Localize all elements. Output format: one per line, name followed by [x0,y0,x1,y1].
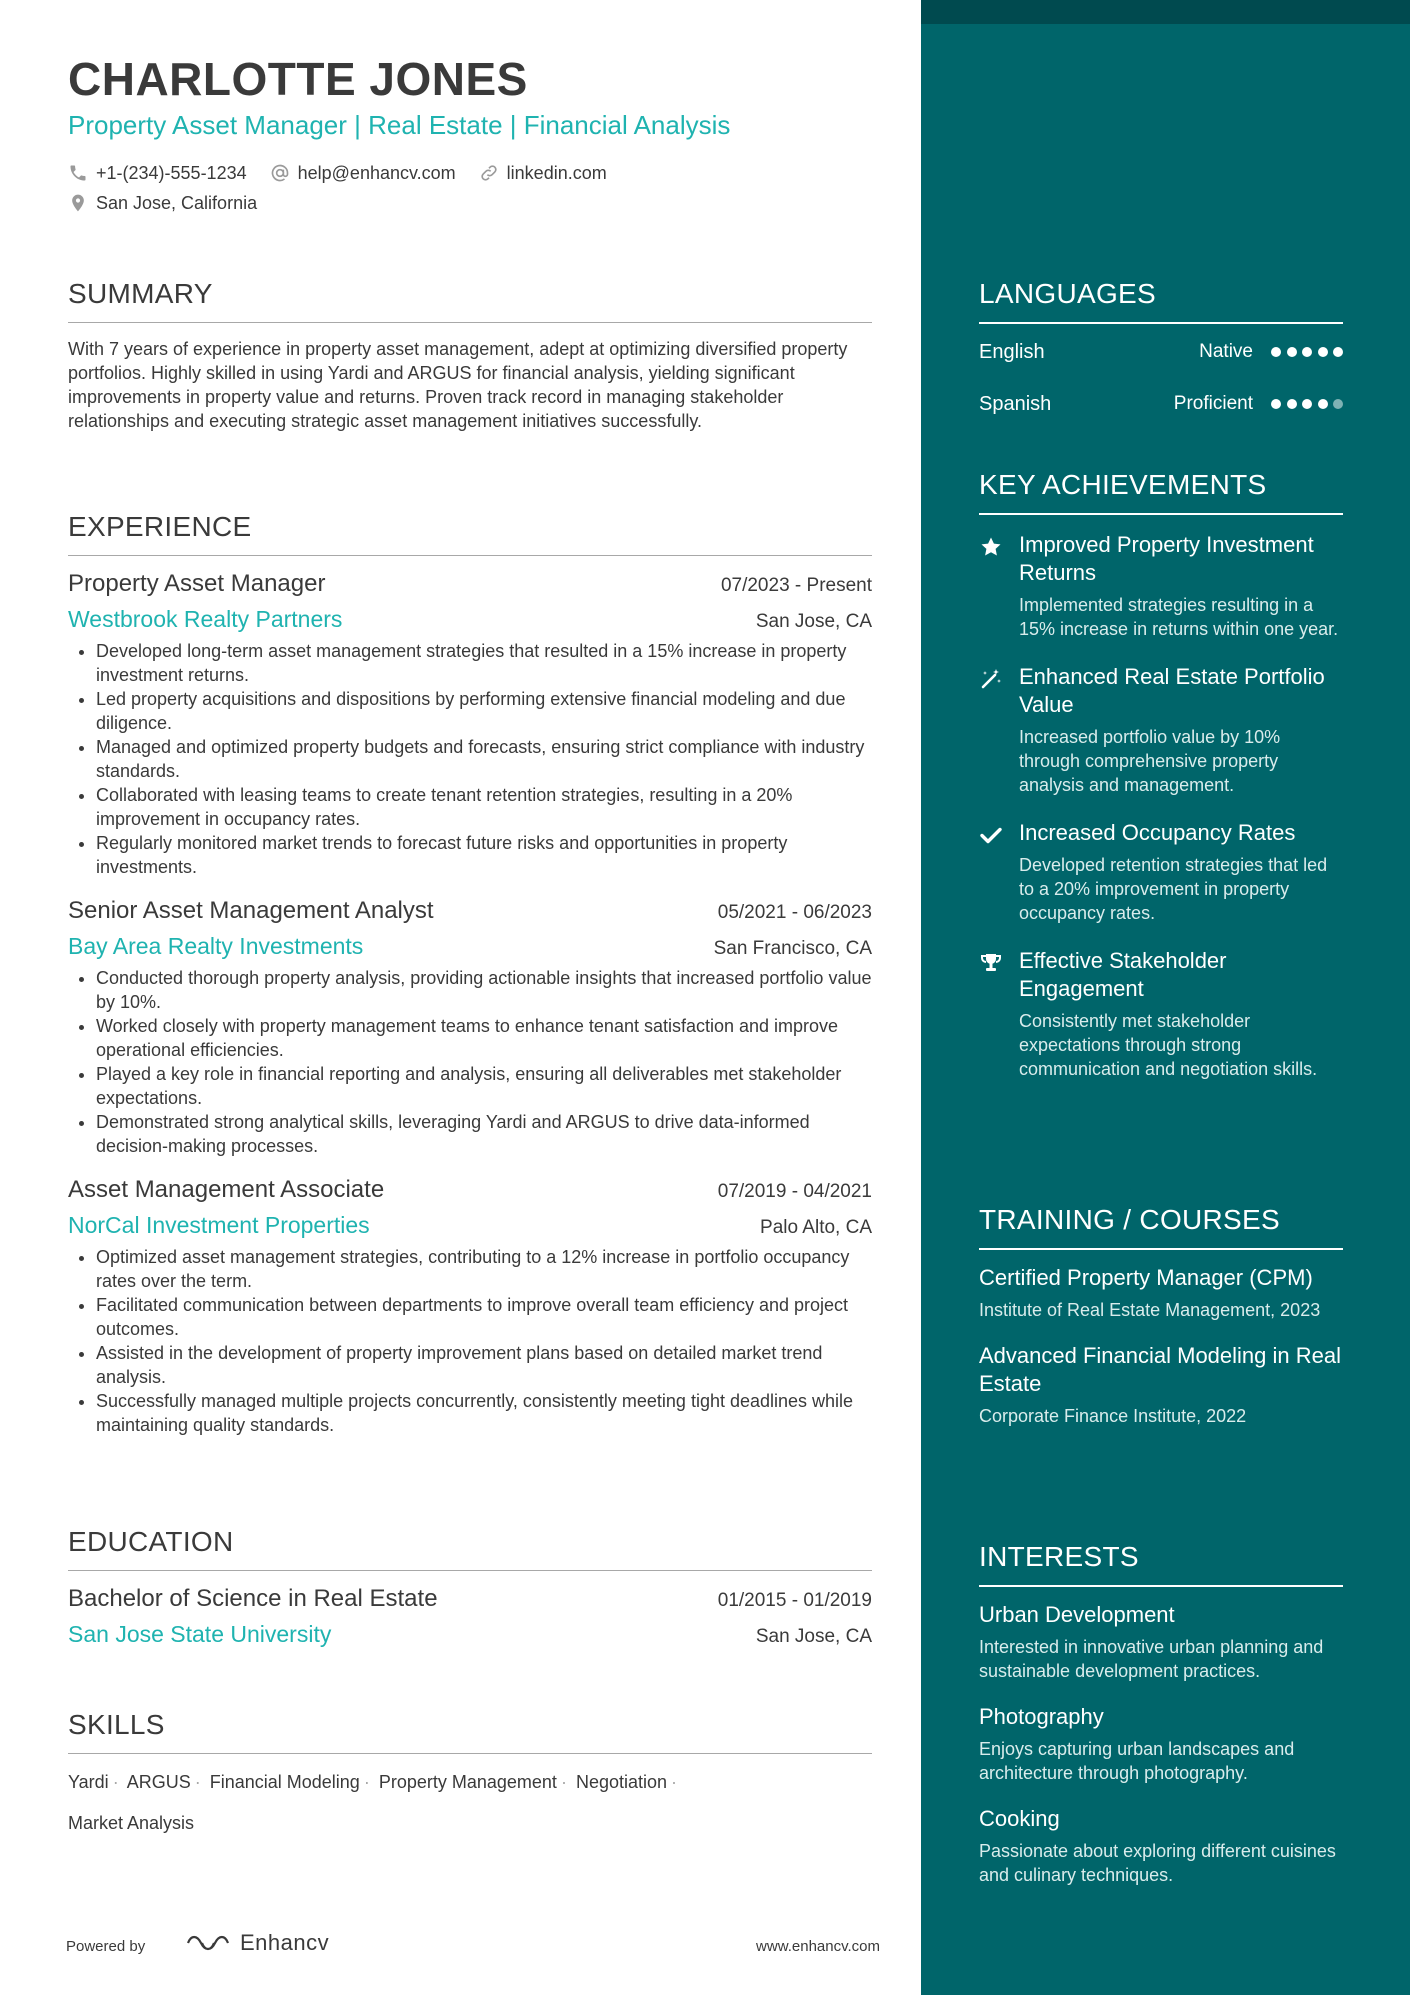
interest-desc: Interested in innovative urban planning and sustainable development practices. [979,1637,1324,1681]
bullet-item: • Facilitated communication between departments to improve overall team efficiency and project outcomes. [96,1293,872,1341]
footer [66,1930,880,1960]
job-bullets [68,966,872,1158]
magic-wand-icon [979,663,1007,797]
skill-item: Financial Modeling [209,1772,360,1792]
bullet-item: • Worked closely with property management teams to enhance tenant satisfaction and improve operational efficiencies. [96,1014,872,1062]
language-name: English [979,340,1045,363]
interest-item [979,1601,1343,1683]
skills-list: Yardi · ARGUS · Financial Modeling · Property Management · Negotiation · Market Analysis [68,1772,678,1833]
checkmark-icon [979,819,1007,925]
summary-section [68,278,872,433]
course-desc: Institute of Real Estate Management, 2023 [979,1300,1321,1320]
candidate-headline: Property Asset Manager | Real Estate | Financial Analysis [68,110,731,140]
job-title: Asset Management Associate [68,1176,385,1203]
skill-item: Negotiation [575,1772,668,1792]
bullet-item: • Led property acquisitions and dispositions by performing extensive financial modeling and due diligence. [96,687,872,735]
achievement-item [979,531,1343,641]
enhancv-logo-text: Enhancv [240,1930,330,1955]
achievement-item [979,947,1343,1081]
language-rating [1271,399,1343,409]
website-text: linkedin.com [506,162,607,183]
job-location: San Francisco, CA [713,938,872,959]
skill-item: Property Management [378,1772,557,1792]
interest-title: Cooking [979,1806,1060,1831]
language-name: Spanish [979,392,1052,415]
at-sign-icon [270,163,290,183]
job-entry [68,897,872,1158]
achievement-desc: Increased portfolio value by 10% through comprehensive property analysis and management. [1019,727,1281,795]
languages-title: LANGUAGES [979,278,1343,324]
course-title: Advanced Financial Modeling in Real Estate [979,1343,1341,1396]
bullet-item: • Demonstrated strong analytical skills, leveraging Yardi and ARGUS to drive data-informed decision-making processes. [96,1110,872,1158]
education-section [68,1526,872,1648]
rating-dot [1318,347,1328,357]
job-location: San Jose, CA [755,611,872,632]
footer-site[interactable]: www.enhancv.com [756,1938,880,1955]
training-section [979,1204,1343,1428]
bullet-item: • Optimized asset management strategies, contributing to a 12% increase in portfolio occupancy rates over the term. [96,1245,872,1293]
rating-dot [1271,347,1281,357]
skills-section [68,1709,872,1844]
course-item [979,1342,1343,1428]
achievement-desc: Implemented strategies resulting in a 15% increase in returns within one year. [1019,595,1339,639]
languages-section [979,278,1343,417]
achievements-title: KEY ACHIEVEMENTS [979,469,1343,515]
star-icon [979,531,1007,641]
rating-dot [1333,347,1343,357]
sidebar [921,0,1410,1995]
contact-website[interactable] [479,160,607,186]
interest-desc: Passionate about exploring different cuisines and culinary techniques. [979,1841,1336,1885]
course-title: Certified Property Manager (CPM) [979,1265,1313,1290]
interests-section [979,1541,1343,1887]
phone-icon [68,163,88,183]
job-bullets [68,639,872,879]
skill-item: Yardi [68,1772,109,1792]
job-title: Senior Asset Management Analyst [68,897,434,924]
degree-title: Bachelor of Science in Real Estate [68,1585,438,1612]
job-entry [68,570,872,879]
job-dates: 07/2019 - 04/2021 [717,1181,872,1202]
job-dates: 05/2021 - 06/2023 [717,902,872,923]
achievement-title: Increased Occupancy Rates [1019,820,1296,845]
interest-desc: Enjoys capturing urban landscapes and architecture through photography. [979,1739,1295,1783]
experience-section [68,511,872,1437]
achievements-section [979,469,1343,1081]
summary-text: With 7 years of experience in property asset management, adept at optimizing diversified property portfolios. Highly skilled in using Yardi and ARGUS for financial analysis, yielding significant improvements in property value and returns. Proven track record in managing stakeholder relationships and executing strategic asset management initiatives successfully. [68,339,848,431]
rating-dot [1271,399,1281,409]
language-level: Proficient [1173,393,1253,414]
sidebar-top-band [921,0,1410,24]
language-rating [1271,347,1343,357]
link-icon [479,163,499,183]
job-company: Westbrook Realty Partners [68,606,343,632]
rating-dot [1287,347,1297,357]
bullet-item: • Regularly monitored market trends to forecast future risks and opportunities in property investments. [96,831,872,879]
trophy-icon [979,947,1007,1081]
achievement-item [979,663,1343,797]
email-text: help@enhancv.com [297,162,456,183]
location-pin-icon [68,193,88,213]
language-row [979,391,1343,417]
candidate-name: CHARLOTTE JONES [68,53,528,105]
achievement-item [979,819,1343,925]
interest-item [979,1703,1343,1785]
rating-dot [1302,347,1312,357]
rating-dot [1302,399,1312,409]
job-location: Palo Alto, CA [760,1217,872,1238]
job-entry [68,1176,872,1437]
job-company: NorCal Investment Properties [68,1212,370,1238]
bullet-item: • Collaborated with leasing teams to create tenant retention strategies, resulting in a 20% improvement in occupancy rates. [96,783,872,831]
contact-location [68,190,275,218]
interest-title: Urban Development [979,1602,1175,1627]
phone-text: +1-(234)-555-1234 [96,162,247,183]
achievement-desc: Developed retention strategies that led to a 20% improvement in property occupancy rates. [1019,855,1328,923]
education-title: EDUCATION [68,1526,872,1571]
course-desc: Corporate Finance Institute, 2022 [979,1406,1247,1426]
bullet-item: • Played a key role in financial reporting and analysis, ensuring all deliverables met stakeholder expectations. [96,1062,872,1110]
language-row [979,339,1343,365]
contact-phone[interactable] [68,160,247,186]
powered-by-label: Powered by [66,1938,146,1955]
training-title: TRAINING / COURSES [979,1204,1343,1250]
enhancv-logo[interactable] [184,1930,329,1956]
achievement-desc: Consistently met stakeholder expectations through strong communication and negotiation skills. [1019,1011,1318,1079]
course-item [979,1264,1343,1322]
interests-title: INTERESTS [979,1541,1343,1587]
rating-dot [1333,399,1343,409]
language-level: Native [1199,341,1253,362]
summary-title: SUMMARY [68,278,872,323]
enhancv-logo-icon [184,1930,232,1956]
experience-title: EXPERIENCE [68,511,872,556]
skills-title: SKILLS [68,1709,872,1754]
bullet-item: • Conducted thorough property analysis, providing actionable insights that increased portfolio value by 10%. [96,966,872,1014]
location-text: San Jose, California [96,192,258,213]
skill-item: ARGUS [126,1772,191,1792]
skill-item: Market Analysis [68,1813,195,1833]
job-title: Property Asset Manager [68,570,326,597]
bullet-item: • Managed and optimized property budgets and forecasts, ensuring strict compliance with industry standards. [96,735,872,783]
rating-dot [1318,399,1328,409]
job-company: Bay Area Realty Investments [68,933,364,959]
contact-email[interactable] [270,160,456,186]
job-bullets [68,1245,872,1437]
contact-row [68,160,868,188]
school-name: San Jose State University [68,1621,332,1647]
achievement-title: Improved Property Investment Returns [1019,532,1314,585]
school-location: San Jose, CA [755,1626,872,1647]
bullet-item: • Assisted in the development of property improvement plans based on detailed market trend analysis. [96,1341,872,1389]
education-entry [68,1585,872,1648]
bullet-item: • Successfully managed multiple projects concurrently, consistently meeting tight deadlines while maintaining quality standards. [96,1389,872,1437]
achievement-title: Enhanced Real Estate Portfolio Value [1019,664,1325,717]
education-dates: 01/2015 - 01/2019 [717,1590,872,1611]
job-dates: 07/2023 - Present [720,575,872,596]
achievement-title: Effective Stakeholder Engagement [1019,948,1227,1001]
interest-title: Photography [979,1704,1104,1729]
bullet-item: • Developed long-term asset management strategies that resulted in a 15% increase in property investment returns. [96,639,872,687]
rating-dot [1287,399,1297,409]
interest-item [979,1805,1343,1887]
